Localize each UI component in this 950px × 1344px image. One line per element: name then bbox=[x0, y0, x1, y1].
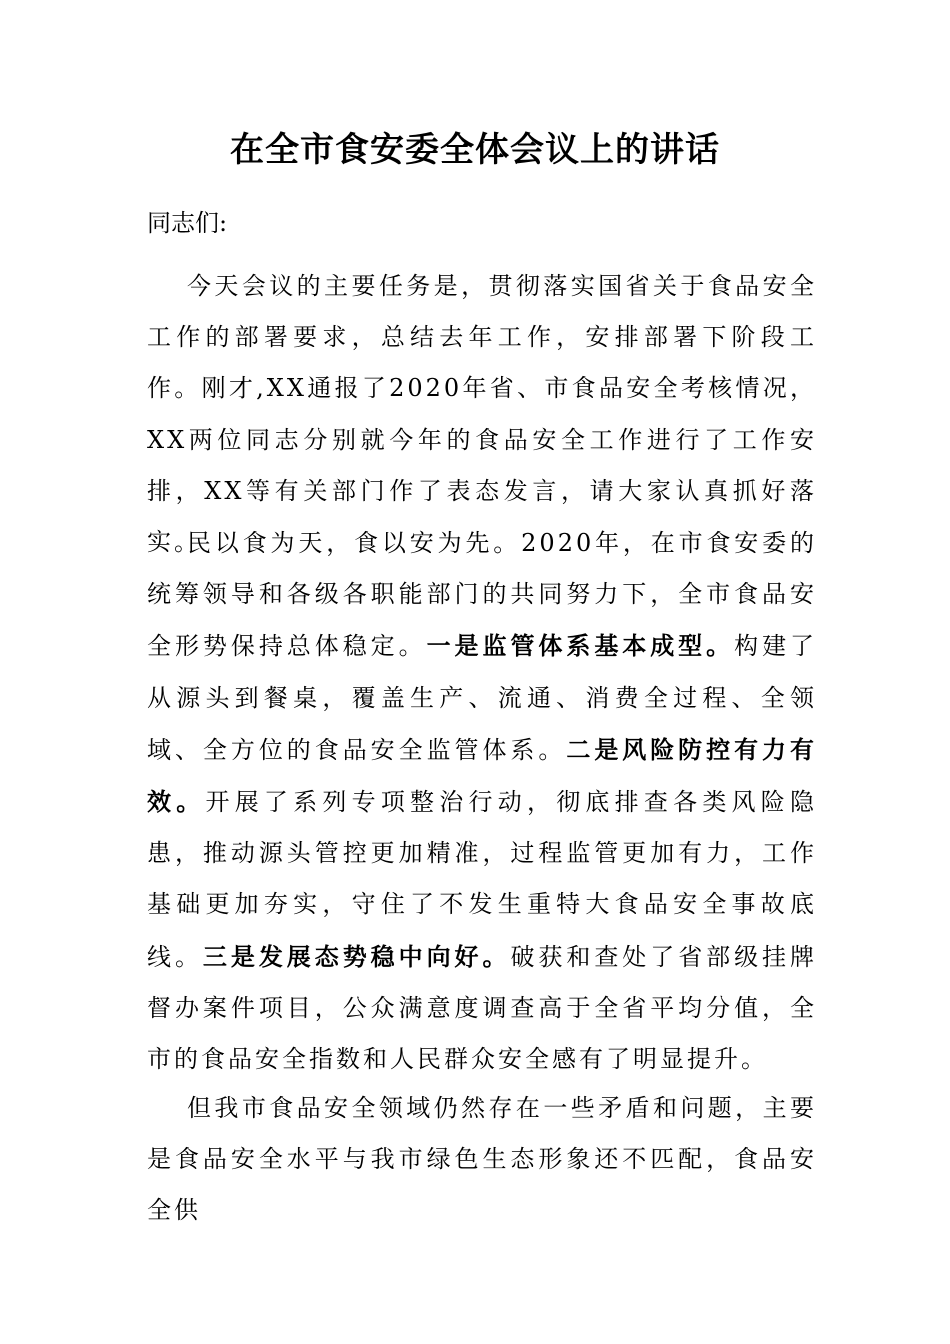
paragraph-text: 开展了系列专项整治行动，彻底排查各类风险隐患，推动源头管控更加精准，过程监管更加有力，工作基础更加夯实，守住了不发生重特大食品安全事故底线。 bbox=[147, 788, 818, 971]
highlight-point-one: 一是监管体系基本成型。 bbox=[426, 631, 735, 661]
salutation: 同志们: bbox=[147, 209, 228, 237]
paragraph-text: 民以食为天，食以安为先。2020年，在市食安委的统筹领导和各级各职能部门的共同努力下，全市食品安全形势保持总体稳定。 bbox=[147, 529, 817, 661]
highlight-point-three: 三是发展态势稳中向好。 bbox=[202, 941, 511, 971]
highlight-point-two: 二是风险防控有力有效。 bbox=[147, 734, 818, 817]
paragraph-achievements bbox=[147, 518, 817, 1085]
paragraph-text: 但我市食品安全领域仍然存在一些矛盾和问题，主要是食品安全水平与我市绿色生态形象还不匹配，食品安全供 bbox=[147, 1094, 817, 1225]
paragraph-problems bbox=[147, 1083, 817, 1237]
paragraph-text: 破获和查处了省部级挂牌督办案件项目，公众满意度调查高于全省平均分值，全市的食品安全指数和人民群众安全感有了明显提升。 bbox=[147, 942, 818, 1074]
paragraph-text: 构建了从源头到餐桌，覆盖生产、流通、消费全过程、全领域、全方位的食品安全监管体系。 bbox=[147, 632, 818, 764]
paragraph-text: 今天会议的主要任务是，贯彻落实国省关于食品安全工作的部署要求，总结去年工作，安排部署下阶段工作。刚才,XX通报了2020年省、市食品安全考核情况，XX两位同志分别就今年的食品安全工作进行了工作安排，XX等有关部门作了表态发言，请大家认真抓好落实。 bbox=[147, 272, 817, 557]
document-title: 在全市食安委全体会议上的讲话 bbox=[230, 130, 720, 170]
